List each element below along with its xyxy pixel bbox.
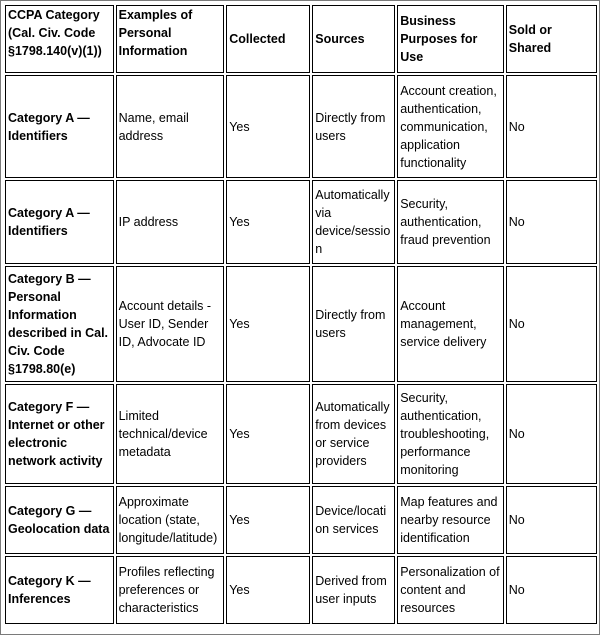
cell-category: Category A — Identifiers [5, 180, 114, 264]
cell-collected: Yes [226, 266, 310, 382]
cell-purposes: Map features and nearby resource identification [397, 486, 504, 554]
table-row [5, 75, 597, 178]
header-row [5, 5, 597, 73]
cell-collected: Yes [226, 556, 310, 624]
cell-sources: Device/location services [312, 486, 395, 554]
cell-category: Category B — Personal Information described in Cal. Civ. Code §1798.80(e) [5, 266, 114, 382]
cell-sold-or-shared: No [506, 180, 597, 264]
cell-category: Category K — Inferences [5, 556, 114, 624]
cell-sold-or-shared: No [506, 384, 597, 484]
cell-purposes: Account management, service delivery [397, 266, 504, 382]
cell-examples: Approximate location (state, longitude/latitude) [116, 486, 225, 554]
header-ccpa-category: CCPA Category (Cal. Civ. Code §1798.140(v)(1)) [5, 5, 114, 73]
table-row [5, 384, 597, 484]
cell-purposes: Account creation, authentication, communication, application functionality [397, 75, 504, 178]
cell-examples: Profiles reflecting preferences or characteristics [116, 556, 225, 624]
header-sold-or-shared: Sold or Shared [506, 5, 597, 73]
cell-collected: Yes [226, 180, 310, 264]
cell-examples: Account details - User ID, Sender ID, Advocate ID [116, 266, 225, 382]
cell-collected: Yes [226, 486, 310, 554]
header-business-purposes: Business Purposes for Use [397, 5, 504, 73]
header-collected: Collected [226, 5, 310, 73]
cell-sources: Derived from user inputs [312, 556, 395, 624]
table-row [5, 180, 597, 264]
cell-category: Category G — Geolocation data [5, 486, 114, 554]
cell-purposes: Security, authentication, troubleshooting, performance monitoring [397, 384, 504, 484]
header-examples: Examples of Personal Information [116, 5, 225, 73]
cell-sold-or-shared: No [506, 556, 597, 624]
cell-category: Category F — Internet or other electronic network activity [5, 384, 114, 484]
cell-sources: Directly from users [312, 75, 395, 178]
cell-examples: Limited technical/device metadata [116, 384, 225, 484]
cell-examples: Name, email address [116, 75, 225, 178]
cell-collected: Yes [226, 75, 310, 178]
cell-sold-or-shared: No [506, 486, 597, 554]
table-body [5, 75, 597, 624]
cell-purposes: Security, authentication, fraud prevention [397, 180, 504, 264]
cell-sold-or-shared: No [506, 266, 597, 382]
cell-collected: Yes [226, 384, 310, 484]
cell-sources: Directly from users [312, 266, 395, 382]
cell-sources: Automatically via device/session [312, 180, 395, 264]
cell-purposes: Personalization of content and resources [397, 556, 504, 624]
cell-category: Category A — Identifiers [5, 75, 114, 178]
table-row [5, 486, 597, 554]
table-row [5, 556, 597, 624]
cell-examples: IP address [116, 180, 225, 264]
table-header [5, 5, 597, 73]
cell-sources: Automatically from devices or service providers [312, 384, 395, 484]
ccpa-categories-table [3, 3, 599, 626]
cell-sold-or-shared: No [506, 75, 597, 178]
header-sources: Sources [312, 5, 395, 73]
table-row [5, 266, 597, 382]
